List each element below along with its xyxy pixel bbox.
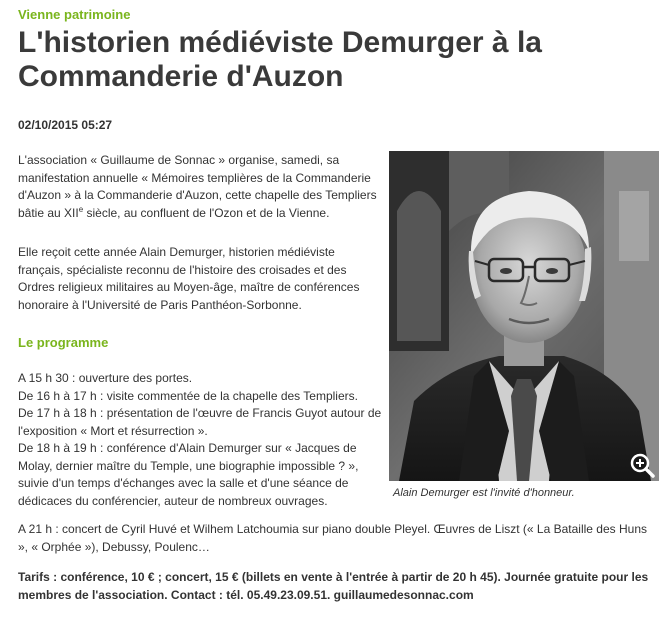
- program-list: [18, 370, 388, 510]
- program-item: A 15 h 30 : ouverture des portes.: [18, 371, 193, 385]
- intro-paragraph-2: Elle reçoit cette année Alain Demurger, historien médiéviste français, spécialiste reconnu de l'histoire des croisades et des Ordres religieux militaires au Moyen-âge, maître de conférences honoraire à l'Université de Paris Panthéon-Sorbonne.: [18, 245, 360, 312]
- program-item: De 16 h à 17 h : visite commentée de la chapelle des Templiers.: [18, 388, 358, 403]
- program-item: De 18 h à 19 h : conférence d'Alain Demurger sur « Jacques de Molay, dernier maître du Temple, une biographie impossible ? », suivie d'un temps d'échanges avec la salle et d'une séance de dédicaces du conférencier, auteur de nombreux ouvrages.: [18, 441, 359, 508]
- practical-info: Tarifs : conférence, 10 € ; concert, 15 € (billets en vente à l'entrée à partir de 20 h 45). Journée gratuite pour les membres de l'association. Contact : tél. 05.49.23.09.51. guillaumedesonnac.com: [18, 570, 649, 602]
- portrait-illustration: [389, 151, 659, 481]
- program-heading: Le programme: [18, 335, 109, 350]
- magnifier-plus-icon: [629, 452, 655, 478]
- publication-date: 02/10/2015 05:27: [18, 118, 113, 132]
- intro-p1-text: L'association « Guillaume de Sonnac » organise, samedi, sa manifestation annuelle « Mémoires templières de la Commanderie d'Auzon » à la Commanderie d'Auzon, cette chapelle des Templiers bâtie au XII: [18, 153, 377, 220]
- century-superscript: e: [78, 204, 84, 214]
- program-item: De 17 h à 18 h : présentation de l'œuvre de Francis Guyot autour de l'exposition « Mort et résurrection ».: [18, 406, 382, 438]
- intro-p1-text-end: siècle, au confluent de l'Ozon et de la Vienne.: [83, 205, 330, 220]
- article-title: L'historien médiéviste Demurger à la Commanderie d'Auzon: [18, 26, 542, 93]
- section-rubric[interactable]: Vienne patrimoine: [18, 7, 131, 22]
- program-item-concert: A 21 h : concert de Cyril Huvé et Wilhem Latchoumia sur piano double Pleyel. Œuvres de Liszt (« La Bataille des Huns », « Orphée »), Debussy, Poulenc…: [18, 522, 647, 554]
- intro-paragraph-1: [18, 152, 380, 222]
- zoom-button[interactable]: [629, 452, 655, 478]
- photo-caption: Alain Demurger est l'invité d'honneur.: [393, 487, 575, 499]
- portrait-photo[interactable]: [389, 151, 659, 481]
